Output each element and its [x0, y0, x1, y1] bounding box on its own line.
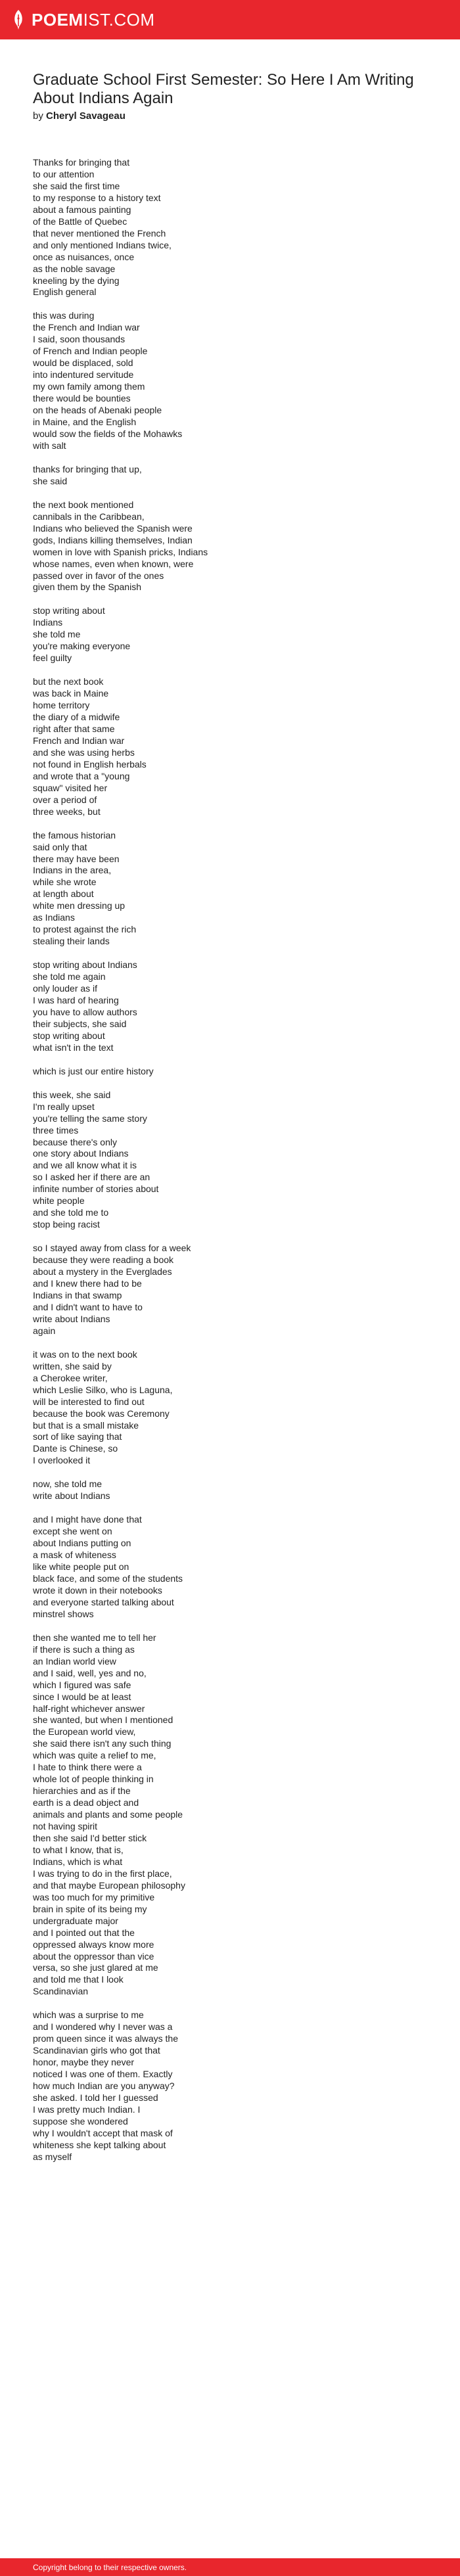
poem-line: which Leslie Silko, who is Laguna, — [33, 1384, 173, 1395]
poem-line: in Maine, and the English — [33, 417, 137, 428]
poem-line: stop writing about — [33, 1030, 105, 1041]
poem-line: and we all know what it is — [33, 1160, 137, 1171]
poem-line: since I would be at least — [33, 1691, 131, 1702]
poem-stanza — [33, 830, 427, 948]
poem-line: and she told me to — [33, 1207, 109, 1218]
poem-line: with salt — [33, 440, 66, 451]
poem-line: about a mystery in the Everglades — [33, 1266, 172, 1277]
poem-line: it was on to the next book — [33, 1348, 137, 1360]
logo-wordmark-light: IST.COM — [83, 9, 155, 30]
poem-line: prom queen since it was always the — [33, 2033, 178, 2044]
poem-stanza — [33, 1479, 427, 1502]
poem-line: she said the first time — [33, 180, 120, 191]
poem-line: I'm really upset — [33, 1101, 95, 1112]
poem-line: you're telling the same story — [33, 1113, 147, 1124]
poem-line: into indentured servitude — [33, 369, 134, 380]
site-footer — [0, 2558, 460, 2576]
poem-stanza — [33, 2010, 427, 2163]
poem-line: the French and Indian war — [33, 322, 140, 333]
poem-line: feel guilty — [33, 653, 72, 664]
poem-line: animals and plants and some people — [33, 1809, 183, 1820]
poem-line: and I didn't want to have to — [33, 1301, 143, 1312]
poem-line: about Indians putting on — [33, 1538, 131, 1549]
poem-line: their subjects, she said — [33, 1018, 127, 1029]
poem-line: sort of like saying that — [33, 1431, 122, 1442]
poem-line: and I knew there had to be — [33, 1278, 142, 1289]
byline-prefix: by — [33, 110, 43, 122]
poem-line: and only mentioned Indians twice, — [33, 239, 172, 250]
logo-wordmark-bold: POEM — [32, 9, 83, 30]
poem-stanza — [33, 959, 427, 1054]
poem-line: you have to allow authors — [33, 1006, 137, 1017]
poem-line: I said, soon thousands — [33, 334, 126, 345]
poem-line: squaw" visited her — [33, 782, 108, 793]
poem-line: minstrel shows — [33, 1608, 94, 1619]
poem-line: she wanted, but when I mentioned — [33, 1714, 173, 1726]
poem-stanza — [33, 157, 427, 298]
poem-line: oppressed always know more — [33, 1939, 154, 1950]
poem-line: this week, she said — [33, 1089, 111, 1100]
poem-line: hierarchies and as if the — [33, 1785, 131, 1797]
poem-line: Indians — [33, 617, 63, 628]
poem-line: she said — [33, 475, 68, 486]
poem-line: would be displaced, sold — [33, 357, 133, 369]
poem-line: once as nuisances, once — [33, 251, 135, 262]
poem-line: about a famous painting — [33, 204, 131, 215]
poem-stanza — [33, 499, 427, 594]
poem-line: women in love with Spanish pricks, Indians — [33, 546, 208, 557]
poem-line: at length about — [33, 888, 94, 900]
poem-stanza — [33, 1514, 427, 1621]
poem-stanza — [33, 464, 427, 488]
poem-byline — [33, 110, 427, 122]
poem-line: this was during — [33, 310, 95, 321]
poem-line: which is just our entire history — [33, 1065, 154, 1076]
poem-line: will be interested to find out — [33, 1396, 145, 1407]
poem-line: and she was using herbs — [33, 747, 135, 758]
poem-line: I hate to think there were a — [33, 1762, 142, 1773]
poem-line: I overlooked it — [33, 1455, 91, 1466]
poem-line: suppose she wondered — [33, 2115, 128, 2127]
poem-line: thanks for bringing that up, — [33, 463, 142, 474]
poem-line: right after that same — [33, 723, 115, 734]
poem-line: there may have been — [33, 853, 120, 864]
poem-line: but that is a small mistake — [33, 1419, 139, 1431]
poem-line: what isn't in the text — [33, 1042, 114, 1053]
poem-line: to what I know, that is, — [33, 1844, 124, 1855]
poem-line: French and Indian war — [33, 735, 125, 746]
poem-line: write about Indians — [33, 1490, 110, 1502]
poem-line: a Cherokee writer, — [33, 1372, 108, 1383]
poem-line: gods, Indians killing themselves, Indian — [33, 534, 193, 545]
poem-stanza — [33, 1090, 427, 1231]
poem-line: stealing their lands — [33, 936, 110, 947]
poem-line: home territory — [33, 700, 90, 711]
poem-line: like white people put on — [33, 1561, 129, 1573]
poem-line: I was pretty much Indian. I — [33, 2104, 141, 2115]
footer-copyright: Copyright belong to their respective owners. — [33, 2563, 187, 2572]
poem-line: stop being racist — [33, 1219, 100, 1230]
poem-line: Indians in that swamp — [33, 1289, 122, 1300]
poem-line: passed over in favor of the ones — [33, 570, 164, 581]
poem-line: over a period of — [33, 794, 97, 805]
poem-line: the next book mentioned — [33, 499, 134, 510]
poem-line: stop writing about — [33, 605, 105, 616]
poem-line: of French and Indian people — [33, 346, 148, 357]
poem-line: as Indians — [33, 912, 75, 923]
poem-line: stop writing about Indians — [33, 959, 137, 971]
poem-line: was too much for my primitive — [33, 1891, 155, 1902]
poem-line: whole lot of people thinking in — [33, 1774, 154, 1785]
poem-line: and everyone started talking about — [33, 1596, 174, 1607]
poem-line: as myself — [33, 2151, 72, 2162]
poem-line: would sow the fields of the Mohawks — [33, 428, 183, 439]
poem-line: again — [33, 1325, 56, 1336]
poem-author-link[interactable]: Cheryl Savageau — [46, 110, 126, 122]
poem-line: she said there isn't any such thing — [33, 1738, 172, 1749]
poem-line: which was quite a relief to me, — [33, 1750, 156, 1761]
poem-line: and told me that I look — [33, 1974, 124, 1985]
poem-line: the European world view, — [33, 1726, 136, 1737]
poem-line: and wrote that a "young — [33, 770, 130, 781]
poem-line: write about Indians — [33, 1313, 110, 1324]
poem-line: white people — [33, 1195, 85, 1207]
poem-line: kneeling by the dying — [33, 275, 120, 286]
poem-line: which was a surprise to me — [33, 2010, 144, 2021]
poem-line: versa, so she just glared at me — [33, 1962, 158, 1973]
poem-content — [33, 71, 427, 2175]
poem-line: she told me again — [33, 971, 106, 982]
poem-line: how much Indian are you anyway? — [33, 2081, 175, 2092]
poem-line: three times — [33, 1124, 79, 1136]
poem-line: so I asked her if there are an — [33, 1172, 150, 1183]
poem-line: except she went on — [33, 1526, 112, 1537]
poem-line: noticed I was one of them. Exactly — [33, 2069, 173, 2080]
poem-line: was back in Maine — [33, 688, 109, 699]
poem-line: but the next book — [33, 676, 104, 687]
poem-line: to our attention — [33, 168, 95, 179]
poem-line: white men dressing up — [33, 900, 126, 911]
poem-line: I was trying to do in the first place, — [33, 1868, 172, 1879]
poem-line: and that maybe European philosophy — [33, 1879, 185, 1891]
poem-line: which I figured was safe — [33, 1679, 131, 1690]
poem-line: infinite number of stories about — [33, 1184, 159, 1195]
poem-line: you're making everyone — [33, 641, 131, 652]
poem-stanza — [33, 676, 427, 817]
poem-title: Graduate School First Semester: So Here I Am Writing About Indians Again — [33, 71, 414, 107]
poem-line: Scandinavian girls who got that — [33, 2045, 160, 2056]
poem-line: and I might have done that — [33, 1514, 142, 1525]
poem-line: English general — [33, 287, 97, 298]
poem-line: not having spirit — [33, 1821, 98, 1832]
poem-line: and I wondered why I never was a — [33, 2021, 173, 2033]
poem-line: to protest against the rich — [33, 924, 137, 935]
poem-line: whiteness she kept talking about — [33, 2139, 166, 2150]
poem-line: why I wouldn't accept that mask of — [33, 2127, 173, 2138]
poem-line: one story about Indians — [33, 1148, 129, 1159]
poem-line: Thanks for bringing that — [33, 157, 130, 168]
poem-line: said only that — [33, 841, 87, 852]
poem-line: Indians in the area, — [33, 865, 112, 876]
poem-line: while she wrote — [33, 877, 97, 888]
poem-line: that never mentioned the French — [33, 227, 166, 239]
poem-line: three weeks, but — [33, 806, 101, 817]
poem-line: there would be bounties — [33, 393, 131, 404]
poem-line: the famous historian — [33, 829, 116, 840]
poem-line: because there's only — [33, 1136, 117, 1147]
poem-line: as the noble savage — [33, 263, 116, 274]
poem-line: she asked. I told her I guessed — [33, 2092, 158, 2104]
poem-line: Scandinavian — [33, 1986, 89, 1997]
poem-line: Indians, which is what — [33, 1856, 123, 1867]
poem-line: Dante is Chinese, so — [33, 1443, 118, 1454]
poem-line: if there is such a thing as — [33, 1644, 135, 1655]
poem-stanza — [33, 310, 427, 451]
site-logo-link[interactable] — [12, 8, 155, 32]
poem-line: earth is a dead object and — [33, 1797, 139, 1808]
poem-stanza — [33, 1243, 427, 1337]
poem-line: because they were reading a book — [33, 1254, 174, 1266]
poem-line: now, she told me — [33, 1479, 103, 1490]
poem-line: black face, and some of the students — [33, 1573, 183, 1584]
poem-stanza — [33, 1632, 427, 1998]
poem-line: and I pointed out that the — [33, 1927, 135, 1938]
poem-line: written, she said by — [33, 1360, 112, 1371]
poem-line: because the book was Ceremony — [33, 1408, 170, 1419]
poem-line: a mask of whiteness — [33, 1550, 116, 1561]
poem-line: whose names, even when known, were — [33, 558, 194, 569]
poem-line: honor, maybe they never — [33, 2057, 135, 2068]
poem-line: Indians who believed the Spanish were — [33, 522, 193, 534]
poem-line: cannibals in the Caribbean, — [33, 511, 145, 522]
poem-line: of the Battle of Quebec — [33, 216, 127, 227]
site-header — [0, 0, 460, 39]
poem-line: on the heads of Abenaki people — [33, 405, 162, 416]
poem-line: an Indian world view — [33, 1655, 116, 1667]
poem-line: she told me — [33, 629, 81, 640]
poem-stanza — [33, 1066, 427, 1078]
poem-stanza — [33, 1349, 427, 1467]
poem-line: so I stayed away from class for a week — [33, 1243, 191, 1254]
poem-line: given them by the Spanish — [33, 582, 141, 593]
poem-line: only louder as if — [33, 983, 98, 994]
poem-body — [33, 157, 427, 2163]
poem-line: not found in English herbals — [33, 758, 147, 770]
poem-line: wrote it down in their notebooks — [33, 1584, 162, 1596]
poem-line: to my response to a history text — [33, 192, 161, 203]
poem-stanza — [33, 605, 427, 664]
poem-line: half-right whichever answer — [33, 1703, 145, 1714]
poem-line: brain in spite of its being my — [33, 1903, 147, 1914]
poem-line: then she wanted me to tell her — [33, 1632, 156, 1643]
quill-pen-icon — [12, 9, 25, 30]
poem-line: the diary of a midwife — [33, 712, 120, 723]
logo-wordmark — [32, 10, 155, 30]
poem-line: about the oppressor than vice — [33, 1950, 154, 1962]
poem-line: undergraduate major — [33, 1915, 118, 1926]
poem-line: I was hard of hearing — [33, 995, 119, 1005]
poem-line: then she said I'd better stick — [33, 1833, 147, 1843]
poem-line: and I said, well, yes and no, — [33, 1667, 147, 1678]
poem-line: my own family among them — [33, 381, 145, 392]
